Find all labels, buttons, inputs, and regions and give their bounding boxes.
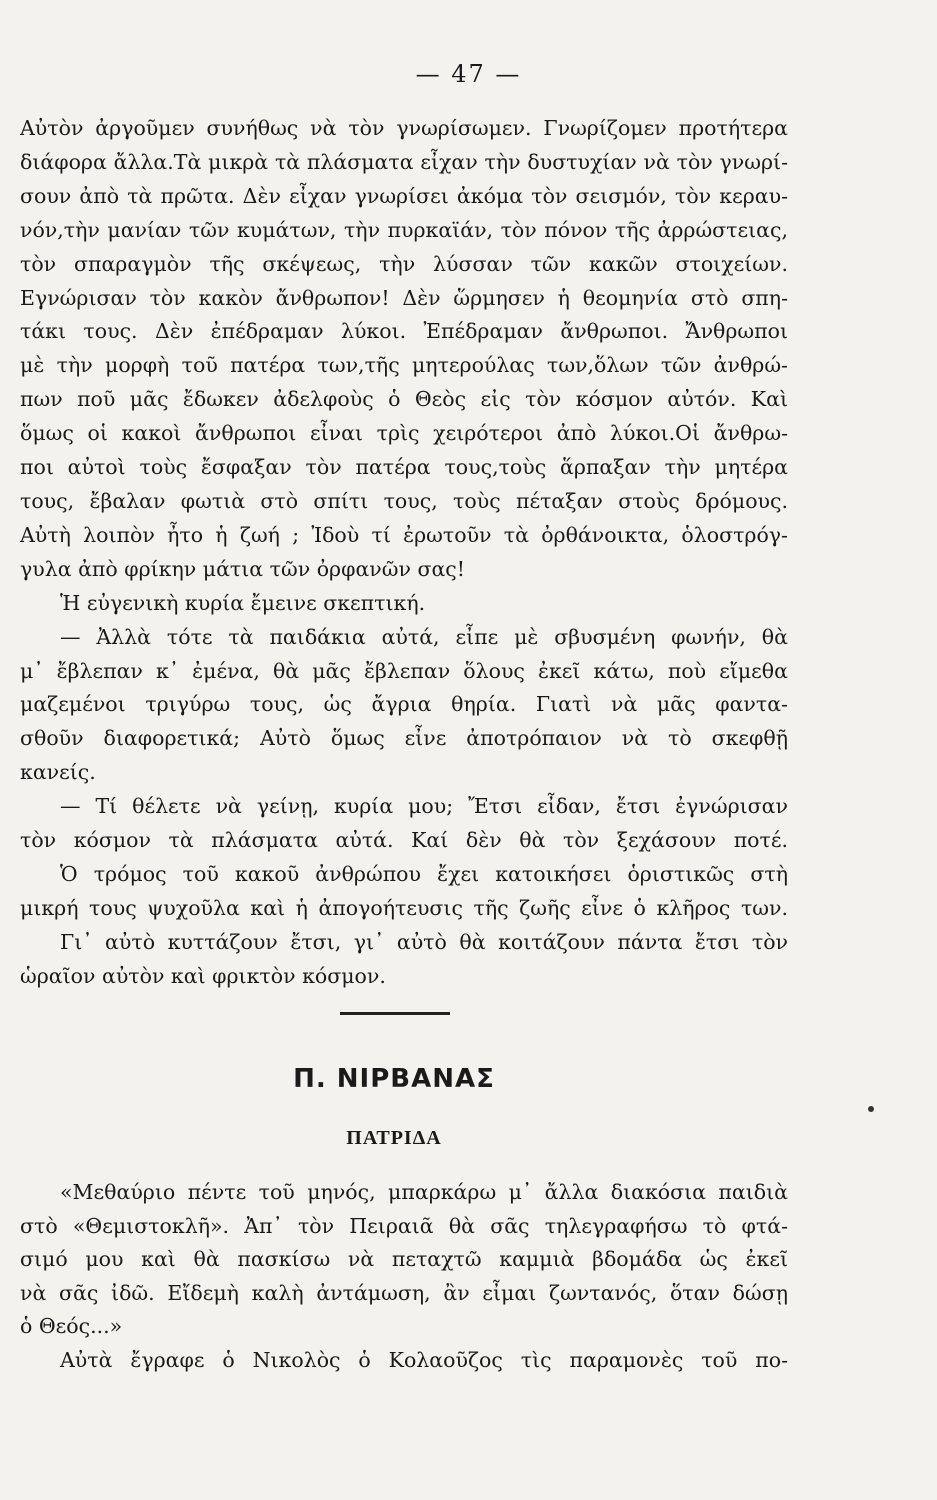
text-line: τάκι τους. Δὲν ἐπέδραμαν λύκοι. Ἐπέδραμαν ἄνθρωποι. Ἄνθρωποι	[20, 319, 788, 344]
story-title: ΠΑΤΡΙΔΑ	[346, 1127, 442, 1149]
text-line: μ᾿ ἔβλεπαν κ᾿ ἐμένα, θὰ μᾶς ἔβλεπαν ὅλους ἐκεῖ κάτω, ποὺ εἴμεθα	[20, 658, 788, 683]
text-line: ποι αὐτοὶ τοὺς ἔσφαξαν τὸν πατέρα τους,τοὺς ἅρπαξαν τὴν μητέρα	[20, 455, 788, 480]
text-line: Εγνώρισαν τὸν κακὸν ἄνθρωπον! Δὲν ὥρμησεν ἡ θεομηνία στὸ σπη-	[20, 285, 788, 310]
text-line: μὲ τὴν μορφὴ τοῦ πατέρα των,τῆς μητερούλας των,ὅλων τῶν ἀνθρώ-	[20, 353, 788, 378]
text-line: μαζεμένοι τριγύρω τους, ὡς ἄγρια θηρία. Γιατὶ νὰ μᾶς φαντα-	[20, 692, 788, 717]
story-text	[20, 1176, 788, 1378]
text-line: — Τί θέλετε νὰ γείνῃ, κυρία μου; Ἔτσι εἶδαν, ἔτσι ἐγνώρισαν	[60, 794, 788, 819]
text-line: Αὐτὴ λοιπὸν ἦτο ἡ ζωή ; Ἰδοὺ τί ἐρωτοῦν τὰ ὀρθάνοικτα, ὁλοστρόγ-	[20, 522, 788, 547]
page-number: — 47 —	[415, 60, 522, 88]
text-line: τὸν σπαραγμὸν τῆς σκέψεως, τὴν λύσσαν τῶν κακῶν στοιχείων.	[20, 251, 788, 276]
text-line: νὰ σᾶς ἰδῶ. Εἴδεμὴ καλὴ ἀντάμωση, ἂν εἶμαι ζωντανός, ὅταν δώσῃ	[20, 1280, 788, 1305]
text-line: σιμό μου καὶ θὰ πασκίσω νὰ πεταχτῶ καμμιὰ βδομάδα ὡς ἐκεῖ	[20, 1247, 788, 1272]
author-heading: Π. ΝΙΡΒΑΝΑΣ	[293, 1064, 495, 1094]
text-line: διάφορα ἄλλα.Τὰ μικρὰ τὰ πλάσματα εἶχαν τὴν δυστυχίαν νὰ τὸν γνωρί-	[20, 149, 788, 174]
text-line: στὸ «Θεμιστοκλῆ». Ἀπ᾿ τὸν Πειραιᾶ θὰ σᾶς τηλεγραφήσω τὸ φτά-	[20, 1213, 788, 1238]
body-text	[20, 112, 788, 994]
text-line: τὸν κόσμον τὰ πλάσματα αὐτά. Καί δὲν θὰ τὸν ξεχάσουν ποτέ.	[20, 828, 788, 853]
text-line: πων ποῦ μᾶς ἔδωκεν ἀδελφοὺς ὁ Θεὸς εἰς τὸν κόσμον αὐτόν. Καὶ	[20, 387, 788, 412]
text-line: Αὐτὸν ἀργοῦμεν συνήθως νὰ τὸν γνωρίσωμεν. Γνωρίζομεν προτήτερα	[20, 116, 788, 140]
text-line: γυλα ἀπὸ φρίκην μάτια τῶν ὀρφανῶν σας!	[20, 556, 466, 581]
text-line: τους, ἔβαλαν φωτιὰ στὸ σπίτι τους, τοὺς πέταξαν στοὺς δρόμους.	[20, 488, 788, 513]
text-line: νόν,τὴν μανίαν τῶν κυμάτων, τὴν πυρκαϊάν, τὸν πόνον τῆς ἀρρώστειας,	[20, 217, 788, 242]
section-divider	[340, 1012, 450, 1015]
paper-speck	[868, 1106, 874, 1112]
text-line: κανείς.	[20, 760, 96, 785]
text-line: σουν ἀπὸ τὰ πρῶτα. Δὲν εἶχαν γνωρίσει ἀκόμα τὸν σεισμόν, τὸν κεραυ-	[20, 183, 788, 208]
text-line: Ὁ τρόμος τοῦ κακοῦ ἀνθρώπου ἔχει κατοικήσει ὁριστικῶς στὴ	[60, 861, 788, 886]
text-line: ὡραῖον αὐτὸν καὶ φρικτὸν κόσμον.	[20, 963, 386, 988]
text-line: Αὐτὰ ἔγραφε ὁ Νικολὸς ὁ Κολαοῦζος τὶς παραμονὲς τοῦ πο-	[60, 1347, 788, 1372]
text-line: Ἡ εὐγενικὴ κυρία ἔμεινε σκεπτική.	[60, 590, 426, 615]
text-line: σθοῦν διαφορετικά; Αὐτὸ ὅμως εἶνε ἀποτρόπαιον νὰ τὸ σκεφθῇ	[20, 726, 788, 751]
text-line: «Μεθαύριο πέντε τοῦ μηνός, μπαρκάρω μ᾿ ἄλλα διακόσια παιδιὰ	[60, 1180, 788, 1204]
text-line: Γι᾿ αὐτὸ κυττάζουν ἔτσι, γι᾿ αὐτὸ θὰ κοιτάζουν πάντα ἔτσι τὸν	[60, 929, 788, 954]
text-line: — Ἀλλὰ τότε τὰ παιδάκια αὐτά, εἶπε μὲ σβυσμένη φωνήν, θὰ	[60, 624, 788, 649]
text-line: ὁ Θεός...»	[20, 1314, 123, 1339]
text-line: ὅμως οἱ κακοὶ ἄνθρωποι εἶναι τρὶς χειρότεροι ἀπὸ λύκοι.Οἱ ἄνθρω-	[20, 421, 788, 446]
text-line: μικρή τους ψυχοῦλα καὶ ἡ ἀπογοήτευσις τῆς ζωῆς εἶνε ὁ κλῆρος των.	[20, 895, 788, 920]
